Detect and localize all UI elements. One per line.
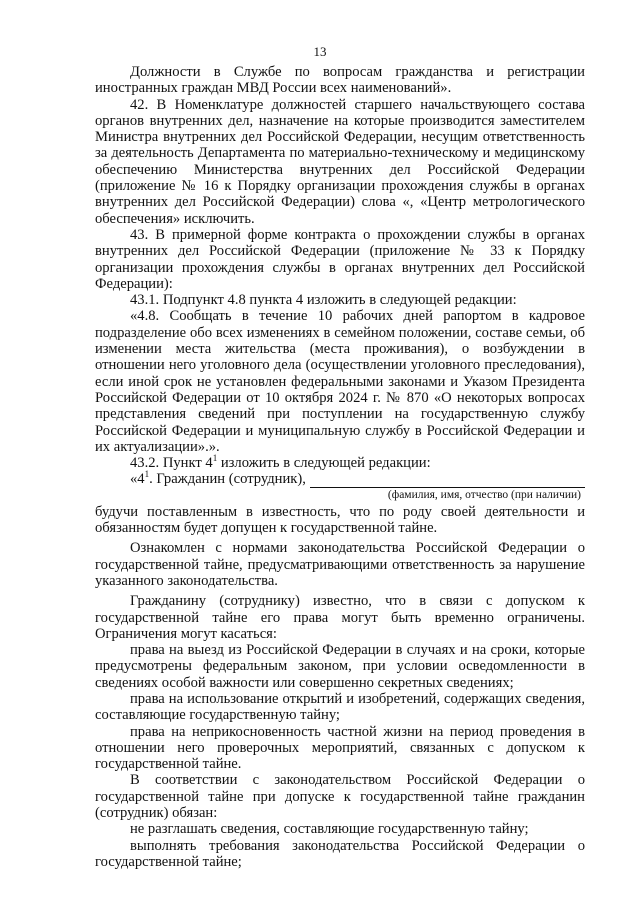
- paragraph-right-privacy: права на неприкосновенность частной жизни на период проведения в отношении него проверочных мероприятий, связанных с допуском к государственной тайне.: [95, 723, 585, 773]
- document-body: [95, 64, 585, 870]
- clause-4-1-text-b: . Гражданин (сотрудник),: [149, 471, 306, 488]
- citizen-name-line: [95, 471, 585, 487]
- paragraph-awareness: будучи поставленным в известность, что по роду своей деятельности и обязанностям будет допущен к государственной тайне.: [95, 503, 585, 537]
- paragraph-service-positions: Должности в Службе по вопросам гражданства и регистрации иностранных граждан МВД России всех наименований».: [95, 64, 585, 97]
- citizen-name-hint: (фамилия, имя, отчество (при наличии): [387, 488, 581, 501]
- paragraph-restrictions: Гражданину (сотруднику) известно, что в связи с допуском к государственной тайне его права могут быть временно ограничены. Ограничения могут касаться:: [95, 593, 585, 642]
- paragraph-43: 43. В примерной форме контракта о прохождении службы в органах внутренних дел Российской Федерации (приложение № 33 к Порядку организации прохождения службы в органах внутренних дел Российской Федерации):: [95, 226, 585, 292]
- page-number: 13: [313, 44, 327, 59]
- paragraph-comply: выполнять требования законодательства Российской Федерации о государственной тайне;: [95, 837, 585, 870]
- citizen-name-prefix: [130, 471, 306, 487]
- paragraph-right-travel: права на выезд из Российской Федерации в случаях и на сроки, которые предусмотрены федеральным законом, при условии осведомленности в сведениях особой важности или совершенно секретных сведениях;: [95, 642, 585, 691]
- paragraph-obligations: В соответствии с законодательством Российской Федерации о государственной тайне при допуске к государственной тайне гражданин (сотрудник) обязан:: [95, 772, 585, 822]
- clause-4-1-sup: 1: [144, 469, 150, 480]
- paragraph-no-disclosure: не разглашать сведения, составляющие государственную тайну;: [130, 821, 529, 838]
- paragraph-43-2-text-a: 43.2. Пункт 4: [130, 455, 213, 472]
- clause-4-1-text-a: «4: [130, 471, 145, 488]
- paragraph-43-2-sup: 1: [212, 453, 218, 464]
- paragraph-43-1: 43.1. Подпункт 4.8 пункта 4 изложить в следующей редакции:: [130, 292, 517, 309]
- paragraph-4-8-quote: «4.8. Сообщать в течение 10 рабочих дней рапортом в кадровое подразделение обо всех изменениях в семейном положении, составе семьи, об изменении места жительства (места проживания), о возбуждении в отношении него уголовного дела (осуществлении уголовного преследования), если иной срок не установлен федеральными законами и Указом Президента Российской Федерации от 10 октября 2024 г. № 870 «О некоторых вопросах представления сведений при поступлении на государственную службу Российской Федерации и муниципальную службу в Российской Федерации и их актуализации».».: [95, 308, 585, 455]
- paragraph-acquainted: Ознакомлен с нормами законодательства Российской Федерации о государственной тайне, предусматривающими ответственность за нарушение указанного законодательства.: [95, 540, 585, 589]
- paragraph-43-2-text-b: изложить в следующей редакции:: [217, 455, 431, 472]
- paragraph-right-inventions: права на использование открытий и изобретений, содержащих сведения, составляющие государственную тайну;: [95, 690, 585, 724]
- citizen-name-blank: [310, 473, 585, 488]
- paragraph-42: 42. В Номенклатуре должностей старшего начальствующего состава органов внутренних дел, назначение на которые производится заместителем Министра внутренних дел Российской Федерации, несущим ответственность за деятельность Департамента по материально-техническому и медицинскому обеспечению Министерства внутренних дел Российской Федерации (приложение № 16 к Порядку организации прохождения службы в органах внутренних дел Российской Федерации) слова «, «Центр метрологического обеспечения» исключить.: [95, 96, 585, 227]
- paragraph-43-2: [95, 455, 585, 471]
